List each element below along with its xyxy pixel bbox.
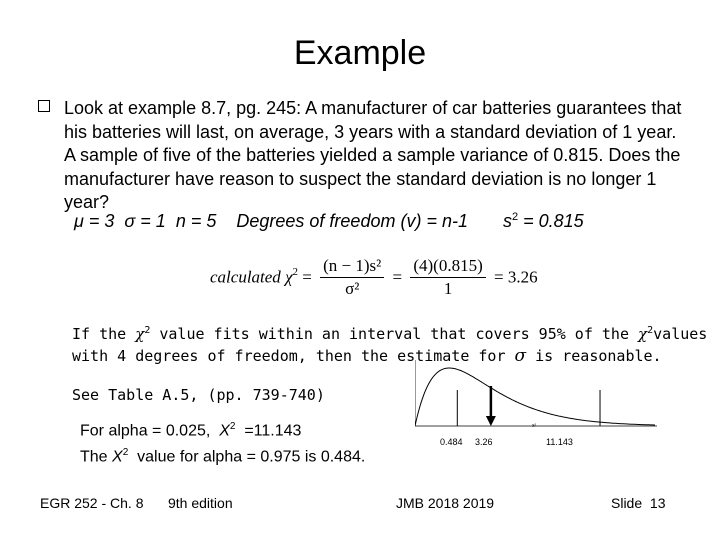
interval-chi-exp: 2 (144, 325, 151, 336)
plot-label-upper: 11.143 (546, 437, 573, 447)
fraction-substituted-numerator: (4)(0.815) (410, 256, 485, 278)
alpha-x-exp-2: 2 (122, 447, 129, 459)
alpha-x-exp: 2 (229, 421, 236, 432)
alpha-text-a: For alpha = 0.025, (80, 422, 211, 440)
formula-chi: χ (285, 267, 293, 287)
plot-label-calculated: 3.26 (475, 437, 493, 447)
checkbox-bullet-icon (38, 100, 50, 112)
alpha-x-2: X (112, 448, 123, 466)
interval-text-a: If the (72, 325, 127, 343)
alpha-x: X (219, 422, 230, 440)
interval-text-e: is reasonable. (535, 347, 662, 365)
interval-chi: χ (135, 325, 145, 343)
plot-label-lower: 0.484 (440, 437, 463, 447)
alpha-line-2 (80, 442, 365, 468)
interval-line-1 (72, 320, 707, 345)
fraction-general (320, 256, 384, 299)
n-value: n = 5 (175, 211, 217, 231)
alpha-text-d: value for alpha = 0.975 is 0.484. (137, 448, 366, 466)
chi-square-formula (210, 256, 538, 299)
parameters-line (74, 211, 584, 232)
interval-sigma: σ (514, 346, 527, 366)
fraction-substituted (410, 256, 485, 299)
s2-exponent: 2 (512, 211, 519, 223)
slide-title: Example (293, 34, 427, 72)
alpha-values (80, 416, 365, 469)
footer-author: JMB 2018 2019 (396, 495, 495, 511)
sigma-value: σ = 1 (124, 211, 166, 231)
density-curve (415, 368, 655, 426)
formula-chi-exponent: 2 (292, 265, 299, 278)
mu-value: μ = 3 (74, 211, 115, 231)
interval-chi-exp-2: 2 (647, 325, 654, 336)
plot-axis-small-label: x² (532, 423, 537, 429)
footer-slide-label: Slide (611, 495, 643, 511)
dof-text: Degrees of freedom (v) = n-1 (236, 211, 468, 231)
footer-slide-value: 13 (649, 495, 666, 511)
footer-edition: 9th edition (168, 495, 233, 511)
arrow-head-icon (486, 416, 496, 426)
formula-equals: = (302, 267, 312, 287)
formula-equals-2: = (392, 267, 403, 287)
alpha-line-1 (80, 416, 365, 442)
footer-course: EGR 252 - Ch. 8 (40, 495, 144, 511)
interval-text-b: value fits within an interval that covers 95% of the (159, 325, 629, 343)
fraction-general-denominator: σ² (345, 279, 360, 298)
table-reference: See Table A.5, (pp. 739-740) (72, 386, 325, 404)
alpha-text-c: The (80, 448, 108, 466)
interval-text-c: values (653, 325, 708, 343)
fraction-general-numerator: (n − 1)s² (320, 256, 384, 278)
footer-slide-number (611, 495, 666, 511)
formula-result: = 3.26 (494, 267, 538, 287)
fraction-substituted-denominator: 1 (443, 279, 453, 298)
example-description: Look at example 8.7, pg. 245: A manufacturer of car batteries guarantees that his batteries will last, on average, 3 years with a standard deviation of 1 year. A sample of five of the batteries yielded a sample variance of 0.815. Does the manufacturer have reason to suspect the standard deviation is no longer 1 year? (64, 98, 682, 212)
chi-square-distribution-plot (415, 360, 660, 435)
interval-text-d: with 4 degrees of freedom, then the estimate for (72, 347, 506, 365)
alpha-text-b: =11.143 (244, 422, 302, 440)
s2-base: s (503, 211, 512, 231)
formula-label: calculated (210, 267, 281, 287)
s2-value: = 0.815 (518, 211, 584, 231)
interval-chi-2: χ (638, 325, 648, 343)
